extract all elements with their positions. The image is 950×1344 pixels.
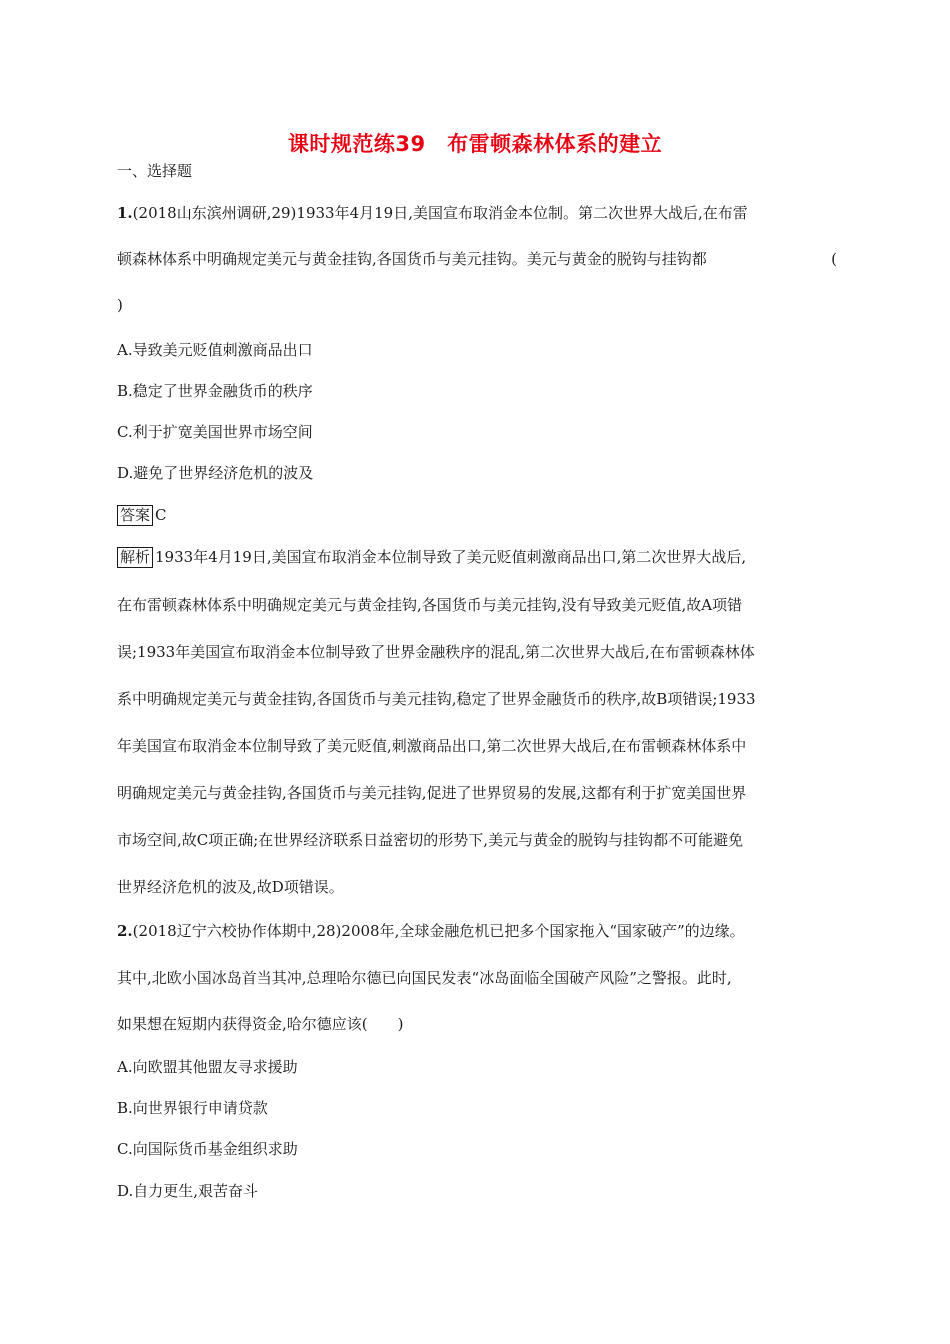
question-text: 顿森林体系中明确规定美元与黄金挂钩,各国货币与美元挂钩。美元与黄金的脱钩与挂钩都 [117,250,707,268]
question-2-line-1 [117,920,837,942]
question-1-line-1 [117,202,837,224]
analysis-line-4: 系中明确规定美元与黄金挂钩,各国货币与美元挂钩,稳定了世界金融货币的秩序,故B项错误;1933 [117,690,756,708]
option-c: C.利于扩宽美国世界市场空间 [117,423,313,441]
option-b: B.稳定了世界金融货币的秩序 [117,382,313,400]
page-title: 课时规范练39 布雷顿森林体系的建立 [287,132,663,156]
answer-paren-close: ) [117,296,123,314]
section-heading: 一、选择题 [117,162,193,180]
answer-value: C [155,506,167,524]
analysis-line-5: 年美国宣布取消金本位制导致了美元贬值,刺激商品出口,第二次世界大战后,在布雷顿森林体系中 [117,737,747,755]
analysis-line-6: 明确规定美元与黄金挂钩,各国货币与美元挂钩,促进了世界贸易的发展,这都有利于扩宽美国世界 [117,784,747,802]
option-d: D.自力更生,艰苦奋斗 [117,1182,259,1200]
option-d: D.避免了世界经济危机的波及 [117,464,314,482]
analysis-line-7: 市场空间,故C项正确;在世界经济联系日益密切的形势下,美元与黄金的脱钩与挂钩都不可能避免 [117,831,744,849]
option-c: C.向国际货币基金组织求助 [117,1140,298,1158]
question-1-line-2 [117,248,837,270]
analysis-line-3: 误;1933年美国宣布取消金本位制导致了世界金融秩序的混乱,第二次世界大战后,在布雷顿森林体 [117,643,755,661]
analysis-line-1 [117,546,837,568]
question-2-line-2: 其中,北欧小国冰岛首当其冲,总理哈尔德已向国民发表“冰岛面临全国破产风险”之警报。此时, [117,969,732,987]
question-text: (2018山东滨州调研,29)1933年4月19日,美国宣布取消金本位制。第二次世界大战后,在布雷 [132,204,748,222]
analysis-line-8: 世界经济危机的波及,故D项错误。 [117,878,344,896]
question-number: 1. [117,204,133,222]
analysis-label: 解析 [117,547,153,568]
analysis-line-2: 在布雷顿森林体系中明确规定美元与黄金挂钩,各国货币与美元挂钩,没有导致美元贬值,故A项错 [117,596,743,614]
answer-row [117,504,837,526]
answer-label: 答案 [117,505,153,526]
analysis-text: 1933年4月19日,美国宣布取消金本位制导致了美元贬值刺激商品出口,第二次世界大战后, [155,548,747,566]
answer-paren-open: ( [831,250,837,268]
question-2-line-3: 如果想在短期内获得资金,哈尔德应该( ) [117,1015,404,1033]
option-a: A.导致美元贬值刺激商品出口 [117,341,313,359]
option-b: B.向世界银行申请贷款 [117,1099,268,1117]
question-number: 2. [117,922,133,940]
question-text: (2018辽宁六校协作体期中,28)2008年,全球金融危机已把多个国家拖入“国家破产”的边缘。 [132,922,745,940]
option-a: A.向欧盟其他盟友寻求援助 [117,1058,298,1076]
